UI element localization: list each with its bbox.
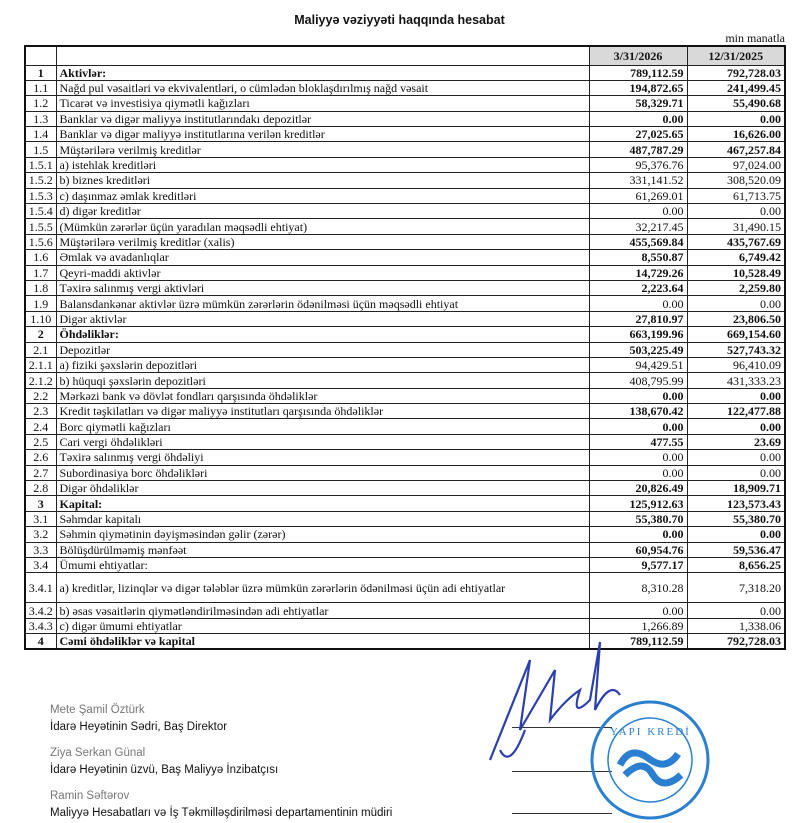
value-12-31-2025: 7,318.20 [687,573,785,603]
row-label: b) hüquqi şəxslərin depozitləri [56,373,589,388]
row-number: 1.5 [25,142,56,157]
row-number: 2.3 [25,404,56,419]
value-3-31-2026: 477.55 [589,434,687,449]
value-12-31-2025: 0.00 [687,465,785,480]
table-row [25,250,785,265]
value-3-31-2026: 0.00 [589,603,687,618]
row-number: 1.9 [25,296,56,311]
bank-stamp [592,702,708,818]
row-label: Mərkəzi bank və dövlət fondları qarşısında öhdəliklər [56,388,589,403]
value-12-31-2025: 431,333.23 [687,373,785,388]
row-label: (Mümkün zərərlər üçün yaradılan məqsədli ehtiyat) [56,219,589,234]
table-row [25,296,785,311]
value-12-31-2025: 10,528.49 [687,265,785,280]
signatory-position: İdarə Heyətinin üzvü, Baş Maliyyə İnzibatçısı [50,764,279,776]
table-row [25,188,785,203]
row-number: 2.1.1 [25,357,56,372]
row-label: Depozitlər [56,342,589,357]
value-12-31-2025: 0.00 [687,527,785,542]
table-row [25,342,785,357]
row-number: 1.6 [25,250,56,265]
row-label: Öhdəliklər: [56,327,589,342]
row-label: b) əsas vəsaitlərin qiymətləndirilməsindən adi ehtiyatlar [56,603,589,618]
table-row [25,388,785,403]
row-label: d) digər kreditlər [56,204,589,219]
row-label: Balansdankənar aktivlər üzrə mümkün zərərlərin ödənilməsi üçün məqsədli ehtiyat [56,296,589,311]
row-label: Cari vergi öhdəlikləri [56,434,589,449]
svg-text:YAPI KREDİ: YAPI KREDİ [610,726,691,738]
row-label: Digər aktivlər [56,311,589,326]
value-3-31-2026: 32,217.45 [589,219,687,234]
value-3-31-2026: 487,787.29 [589,142,687,157]
value-12-31-2025: 23.69 [687,434,785,449]
row-label: Əmlak və avadanlıqlar [56,250,589,265]
table-row [25,219,785,234]
table-row [25,327,785,342]
value-3-31-2026: 14,729.26 [589,265,687,280]
value-12-31-2025: 55,490.68 [687,96,785,111]
row-number: 1.8 [25,280,56,295]
row-label: Banklar və digər maliyyə institutlarına verilən kreditlər [56,127,589,142]
value-3-31-2026: 0.00 [589,527,687,542]
row-label: Nağd pul vəsaitləri və ekvivalentləri, o cümlədən bloklaşdırılmış nağd vəsait [56,80,589,95]
row-number: 1.5.1 [25,157,56,172]
signatory-name: Ramin Səftərov [50,790,130,802]
value-12-31-2025: 23,806.50 [687,311,785,326]
row-label: b) biznes kreditləri [56,173,589,188]
value-12-31-2025: 308,520.09 [687,173,785,188]
table-row [25,465,785,480]
signatory-2 [50,746,278,777]
value-3-31-2026: 0.00 [589,465,687,480]
value-3-31-2026: 408,795.99 [589,373,687,388]
row-number: 2.4 [25,419,56,434]
value-3-31-2026: 95,376.76 [589,157,687,172]
row-number: 4 [25,634,56,650]
row-label: a) fiziki şəxslərin depozitləri [56,357,589,372]
header-label-cell [56,46,589,65]
value-12-31-2025: 435,767.69 [687,234,785,249]
row-number: 3.4.2 [25,603,56,618]
table-row [25,373,785,388]
row-number: 3.4.3 [25,618,56,633]
signatory-name: Mete Şamil Öztürk [50,704,145,716]
value-12-31-2025: 55,380.70 [687,511,785,526]
value-12-31-2025: 97,024.00 [687,157,785,172]
table-row [25,265,785,280]
table-row [25,527,785,542]
table-row [25,481,785,496]
row-number: 1.5.4 [25,204,56,219]
row-number: 1.10 [25,311,56,326]
value-12-31-2025: 0.00 [687,296,785,311]
row-label: Təxirə salınmış vergi aktivləri [56,280,589,295]
value-12-31-2025: 96,410.09 [687,357,785,372]
row-number: 2.7 [25,465,56,480]
table-row [25,311,785,326]
value-12-31-2025: 467,257.84 [687,142,785,157]
row-label: Müştərilərə verilmiş kreditlər [56,142,589,157]
row-number: 1.3 [25,111,56,126]
row-label: Müştərilərə verilmiş kreditlər (xalis) [56,234,589,249]
value-12-31-2025: 6,749.42 [687,250,785,265]
row-label: Səhmdar kapitalı [56,511,589,526]
handwritten-signature [490,642,620,760]
value-3-31-2026: 503,225.49 [589,342,687,357]
row-number: 2.6 [25,450,56,465]
value-12-31-2025: 792,728.03 [687,634,785,650]
value-12-31-2025: 0.00 [687,603,785,618]
value-3-31-2026: 0.00 [589,419,687,434]
row-number: 3.4.1 [25,573,56,603]
value-3-31-2026: 455,569.84 [589,234,687,249]
table-row [25,142,785,157]
value-3-31-2026: 58,329.71 [589,96,687,111]
value-12-31-2025: 0.00 [687,450,785,465]
table-row [25,173,785,188]
table-row [25,65,785,80]
row-label: Kredit təşkilatları və digər maliyyə institutları qarşısında öhdəliklər [56,404,589,419]
table-row [25,234,785,249]
value-3-31-2026: 55,380.70 [589,511,687,526]
signatory-position: Maliyyə Hesabatları və İş Təkmilləşdirilməsi departamentinin müdiri [50,807,393,819]
value-12-31-2025: 61,713.75 [687,188,785,203]
row-label: c) digər ümumi ehtiyatlar [56,618,589,633]
row-number: 2.1 [25,342,56,357]
row-label: a) kreditlər, lizinqlər və digər tələblər üzrə mümkün zərərlərin ödənilməsi üçün adi ehtiyatlar [56,573,589,603]
value-3-31-2026: 789,112.59 [589,65,687,80]
header-date-1: 3/31/2026 [589,46,687,65]
value-12-31-2025: 16,626.00 [687,127,785,142]
row-number: 3.1 [25,511,56,526]
signatory-position: İdarə Heyətinin Sədri, Baş Direktor [50,721,228,733]
row-label: Kapital: [56,496,589,511]
value-12-31-2025: 2,259.80 [687,280,785,295]
value-3-31-2026: 789,112.59 [589,634,687,650]
table-row [25,511,785,526]
row-number: 1 [25,65,56,80]
row-number: 2.5 [25,434,56,449]
row-label: Cəmi öhdəliklər və kapital [56,634,589,650]
value-3-31-2026: 27,810.97 [589,311,687,326]
value-3-31-2026: 9,577.17 [589,558,687,573]
table-row [25,496,785,511]
table-row [25,96,785,111]
row-number: 2.2 [25,388,56,403]
value-12-31-2025: 0.00 [687,204,785,219]
value-3-31-2026: 61,269.01 [589,188,687,203]
table-row [25,434,785,449]
value-3-31-2026: 663,199.96 [589,327,687,342]
signature-and-stamp [470,640,790,820]
value-3-31-2026: 0.00 [589,111,687,126]
value-12-31-2025: 0.00 [687,111,785,126]
value-12-31-2025: 669,154.60 [687,327,785,342]
table-row [25,280,785,295]
value-12-31-2025: 241,499.45 [687,80,785,95]
value-3-31-2026: 0.00 [589,296,687,311]
row-number: 1.4 [25,127,56,142]
balance-sheet-table [24,45,786,650]
row-number: 1.5.6 [25,234,56,249]
row-label: Digər öhdəliklər [56,481,589,496]
value-3-31-2026: 20,826.49 [589,481,687,496]
row-number: 2 [25,327,56,342]
signatory-3 [50,789,392,820]
value-3-31-2026: 60,954.76 [589,542,687,557]
value-3-31-2026: 8,550.87 [589,250,687,265]
value-12-31-2025: 31,490.15 [687,219,785,234]
value-12-31-2025: 59,536.47 [687,542,785,557]
row-number: 1.5.2 [25,173,56,188]
value-12-31-2025: 792,728.03 [687,65,785,80]
value-3-31-2026: 94,429.51 [589,357,687,372]
row-number: 3 [25,496,56,511]
row-label: Təxirə salınmış vergi öhdəliyi [56,450,589,465]
value-3-31-2026: 0.00 [589,388,687,403]
row-number: 3.4 [25,558,56,573]
value-3-31-2026: 138,670.42 [589,404,687,419]
value-12-31-2025: 0.00 [687,419,785,434]
row-label: Subordinasiya borc öhdəlikləri [56,465,589,480]
row-label: Qeyri-maddi aktivlər [56,265,589,280]
value-12-31-2025: 1,338.06 [687,618,785,633]
table-row [25,127,785,142]
value-12-31-2025: 123,573.43 [687,496,785,511]
header-date-2: 12/31/2025 [687,46,785,65]
signatory-1 [50,703,227,734]
table-row [25,357,785,372]
value-3-31-2026: 1,266.89 [589,618,687,633]
table-row [25,603,785,618]
row-number: 2.8 [25,481,56,496]
row-number: 3.3 [25,542,56,557]
row-number: 1.2 [25,96,56,111]
row-number: 1.7 [25,265,56,280]
value-12-31-2025: 0.00 [687,388,785,403]
row-label: Borc qiymətli kağızları [56,419,589,434]
row-number: 3.2 [25,527,56,542]
row-label: Bölüşdürülməmiş mənfəət [56,542,589,557]
value-3-31-2026: 331,141.52 [589,173,687,188]
row-label: c) daşınmaz əmlak kreditləri [56,188,589,203]
table-row [25,573,785,603]
row-label: Ümumi ehtiyatlar: [56,558,589,573]
row-label: Səhmin qiymətinin dəyişməsindən gəlir (zərər) [56,527,589,542]
value-12-31-2025: 18,909.71 [687,481,785,496]
table-row [25,558,785,573]
unit-label: min manatla [725,31,785,45]
signatory-name: Ziya Serkan Günal [50,747,146,759]
value-12-31-2025: 527,743.32 [687,342,785,357]
table-row [25,618,785,633]
value-3-31-2026: 0.00 [589,204,687,219]
row-number: 1.5.5 [25,219,56,234]
header-number-cell [25,46,56,65]
value-12-31-2025: 122,477.88 [687,404,785,419]
value-12-31-2025: 8,656.25 [687,558,785,573]
row-label: a) istehlak kreditləri [56,157,589,172]
row-label: Aktivlər: [56,65,589,80]
value-3-31-2026: 194,872.65 [589,80,687,95]
table-row [25,111,785,126]
table-row [25,204,785,219]
value-3-31-2026: 0.00 [589,450,687,465]
table-row [25,157,785,172]
table-row [25,404,785,419]
report-title: Maliyyə vəziyyəti haqqında hesabat [294,13,505,27]
value-3-31-2026: 2,223.64 [589,280,687,295]
row-label: Ticarət və investisiya qiymətli kağızları [56,96,589,111]
table-row [25,80,785,95]
row-number: 1.5.3 [25,188,56,203]
row-number: 1.1 [25,80,56,95]
table-row [25,450,785,465]
row-number: 2.1.2 [25,373,56,388]
value-3-31-2026: 125,912.63 [589,496,687,511]
table-row [25,542,785,557]
table-row [25,419,785,434]
table-header-row [25,46,785,65]
value-3-31-2026: 27,025.65 [589,127,687,142]
row-label: Banklar və digər maliyyə institutlarındakı depozitlər [56,111,589,126]
value-3-31-2026: 8,310.28 [589,573,687,603]
